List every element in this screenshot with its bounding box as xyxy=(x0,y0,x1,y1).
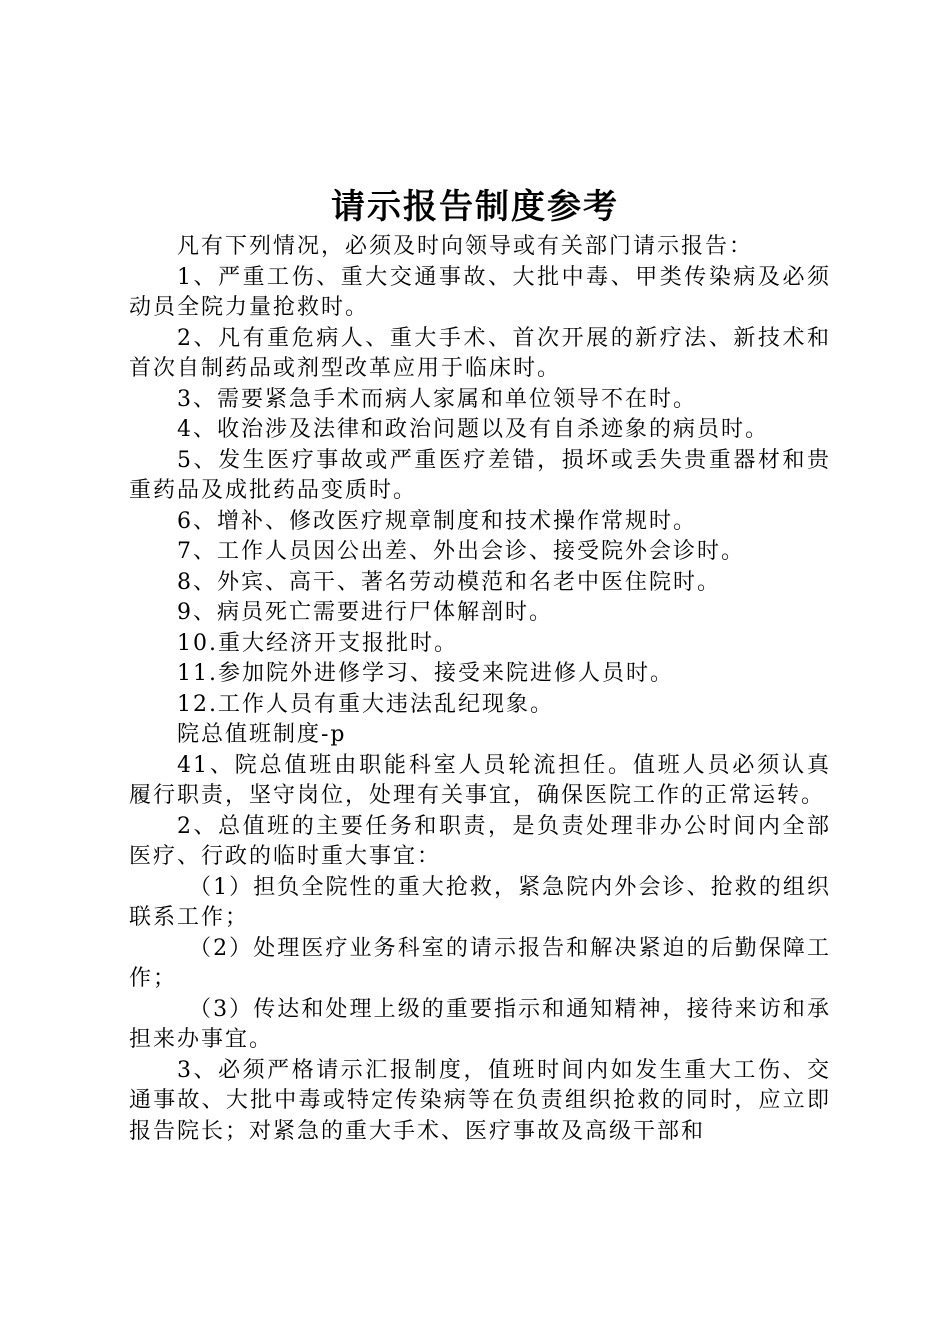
paragraph-item-7: 7、工作人员因公出差、外出会诊、接受院外会诊时。 xyxy=(177,539,745,564)
paragraph-item-4: 4、收治涉及法律和政治问题以及有自杀迹象的病员时。 xyxy=(177,417,769,442)
document-body xyxy=(129,232,831,1147)
paragraph-item-11: 11.参加院外进修学习、接受来院进修人员时。 xyxy=(177,661,674,686)
paragraph-duty-2: 2、总值班的主要任务和职责，是负责处理非办公时间内全部医疗、行政的临时重大事宜： xyxy=(129,813,831,869)
paragraph-duty-1: 41、院总值班由职能科室人员轮流担任。值班人员必须认真履行职责，坚守岗位，处理有关事宜，确保医院工作的正常运转。 xyxy=(129,752,831,808)
paragraph-item-10: 10.重大经济开支报批时。 xyxy=(177,630,458,656)
paragraph-duty-2-sub-3: （3）传达和处理上级的重要指示和通知精神，接待来访和承担来办事宜。 xyxy=(129,996,831,1052)
document-title: 请示报告制度参考 xyxy=(331,187,619,227)
paragraph-item-1: 1、严重工伤、重大交通事故、大批中毒、甲类传染病及必须动员全院力量抢救时。 xyxy=(129,264,831,320)
paragraph-item-5: 5、发生医疗事故或严重医疗差错，损坏或丢失贵重器材和贵重药品及成批药品变质时。 xyxy=(129,447,831,503)
paragraph-duty-2-sub-1: （1）担负全院性的重大抢救，紧急院内外会诊、抢救的组织联系工作； xyxy=(129,874,831,930)
paragraph-item-8: 8、外宾、高干、著名劳动模范和名老中医住院时。 xyxy=(177,569,721,595)
paragraph-item-12: 12.工作人员有重大违法乱纪现象。 xyxy=(177,691,554,717)
paragraph-item-9: 9、病员死亡需要进行尸体解剖时。 xyxy=(177,600,553,625)
paragraph-duty-2-sub-2: （2）处理医疗业务科室的请示报告和解决紧迫的后勤保障工作； xyxy=(129,935,831,991)
paragraph-item-3: 3、需要紧急手术而病人家属和单位领导不在时。 xyxy=(177,386,697,412)
paragraph-item-2: 2、凡有重危病人、重大手术、首次开展的新疗法、新技术和首次自制药品或剂型改革应用于临床时。 xyxy=(129,325,831,381)
section-heading-duty: 院总值班制度-p xyxy=(177,722,347,747)
paragraph-item-6: 6、增补、修改医疗规章制度和技术操作常规时。 xyxy=(177,508,697,534)
paragraph-intro: 凡有下列情况，必须及时向领导或有关部门请示报告： xyxy=(177,234,754,259)
paragraph-duty-3: 3、必须严格请示汇报制度，值班时间内如发生重大工伤、交通事故、大批中毒或特定传染病等在负责组织抢救的同时，应立即报告院长；对紧急的重大手术、医疗事故及高级干部和 xyxy=(129,1057,831,1144)
